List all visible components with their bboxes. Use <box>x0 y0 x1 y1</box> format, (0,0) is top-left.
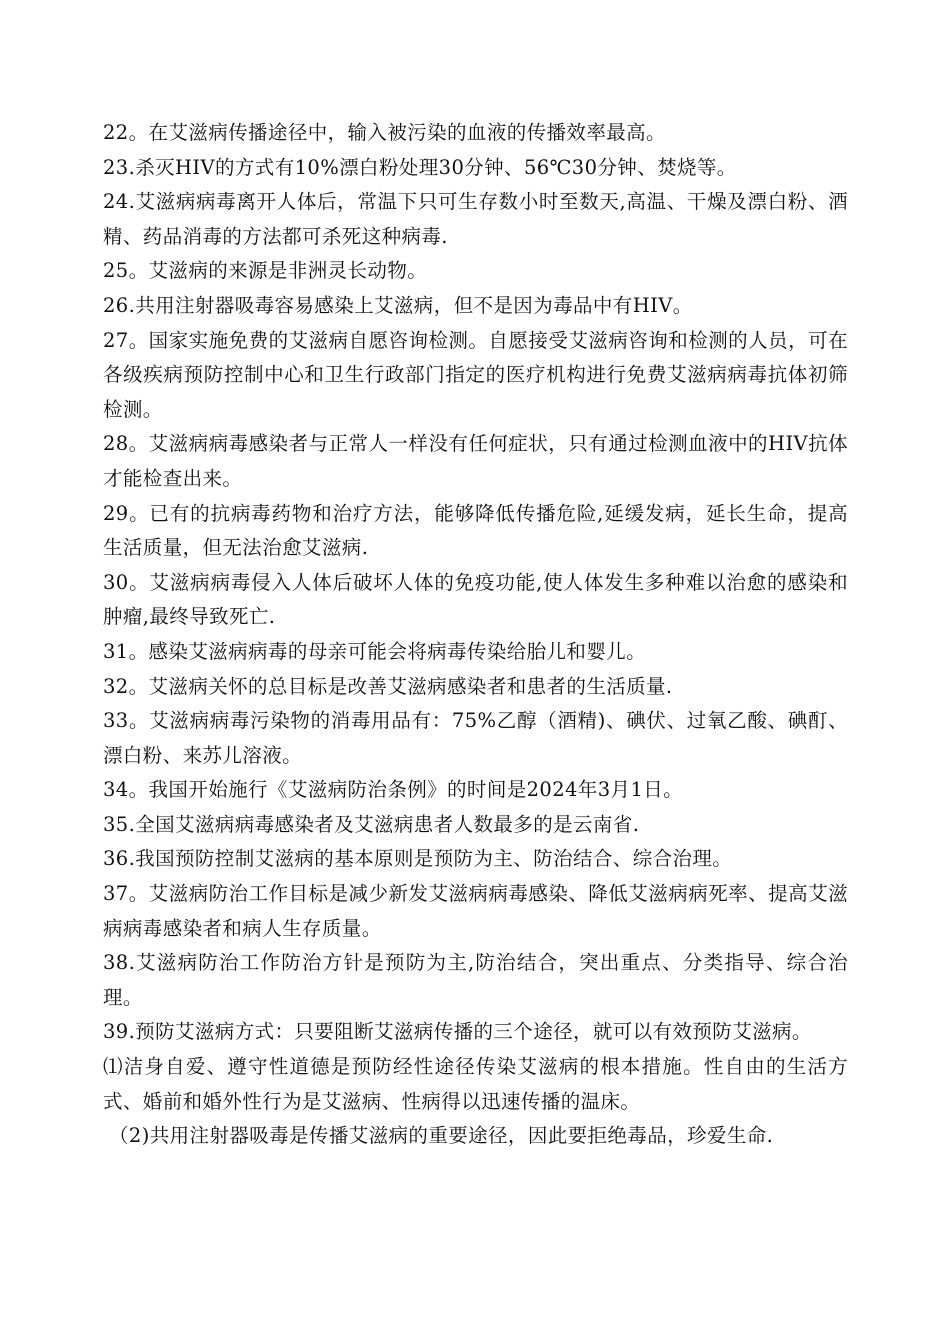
paragraph-34: 34。我国开始施行《艾滋病防治条例》的时间是2024年3月1日。 <box>103 778 684 802</box>
paragraph-23: 23.杀灭HIV的方式有10%漂白粉处理30分钟、56℃30分钟、焚烧等。 <box>103 155 737 179</box>
paragraph-22: 22。在艾滋病传播途径中，输入被污染的血液的传播效率最高。 <box>103 121 666 144</box>
paragraph-33: 33。艾滋病病毒污染物的消毒用品有：75%乙醇（酒精)、碘伏、过氧乙酸、碘酊、漂白粉、来苏儿溶液。 <box>103 709 848 767</box>
paragraph-35: 35.全国艾滋病病毒感染者及艾滋病患者人数最多的是云南省. <box>103 812 640 836</box>
paragraph-36: 36.我国预防控制艾滋病的基本原则是预防为主、防治结合、综合治理。 <box>103 847 733 871</box>
paragraph-30: 30。艾滋病病毒侵入人体后破坏人体的免疫功能,使人体发生多种难以治愈的感染和肿瘤,最终导致死亡. <box>103 570 848 629</box>
paragraph-29: 29。已有的抗病毒药物和治疗方法，能够降低传播危险,延缓发病，延长生命，提高生活质量，但无法治愈艾滋病. <box>103 501 848 560</box>
paragraph-25: 25。艾滋病的来源是非洲灵长动物。 <box>103 259 428 283</box>
paragraph-37: 37。艾滋病防治工作目标是减少新发艾滋病病毒感染、降低艾滋病病死率、提高艾滋病病毒感染者和病人生存质量。 <box>103 882 848 940</box>
paragraph-38: 38.艾滋病防治工作防治方针是预防为主,防治结合，突出重点、分类指导、综合治理。 <box>103 951 848 1009</box>
paragraph-31: 31。感染艾滋病病毒的母亲可能会将病毒传染给胎儿和婴儿。 <box>103 639 647 663</box>
paragraph-24: 24.艾滋病病毒离开人体后，常温下只可生存数小时至数天,高温、干燥及漂白粉、酒精、药品消毒的方法都可杀死这种病毒. <box>103 190 848 248</box>
paragraph-32: 32。艾滋病关怀的总目标是改善艾滋病感染者和患者的生活质量. <box>103 674 673 698</box>
sub-paragraph-2: （2)共用注射器吸毒是传播艾滋病的重要途径，因此要拒绝毒品，珍爱生命. <box>109 1124 774 1148</box>
paragraph-39: 39.预防艾滋病方式：只要阻断艾滋病传播的三个途径，就可以有效预防艾滋病。 <box>103 1020 812 1044</box>
paragraph-26: 26.共用注射器吸毒容易感染上艾滋病，但不是因为毒品中有HIV。 <box>103 293 693 317</box>
paragraph-27: 27。国家实施免费的艾滋病自愿咨询检测。自愿接受艾滋病咨询和检测的人员，可在各级疾病预防控制中心和卫生行政部门指定的医疗机构进行免费艾滋病病毒抗体初筛检测。 <box>103 328 848 421</box>
sub-paragraph-1: ⑴洁身自爱、遵守性道德是预防经性途径传染艾滋病的根本措施。性自由的生活方式、婚前和婚外性行为是艾滋病、性病得以迅速传播的温床。 <box>103 1055 848 1113</box>
paragraph-28: 28。艾滋病病毒感染者与正常人一样没有任何症状，只有通过检测血液中的HIV抗体才能检查出来。 <box>103 432 848 490</box>
document-body <box>103 116 848 1154</box>
